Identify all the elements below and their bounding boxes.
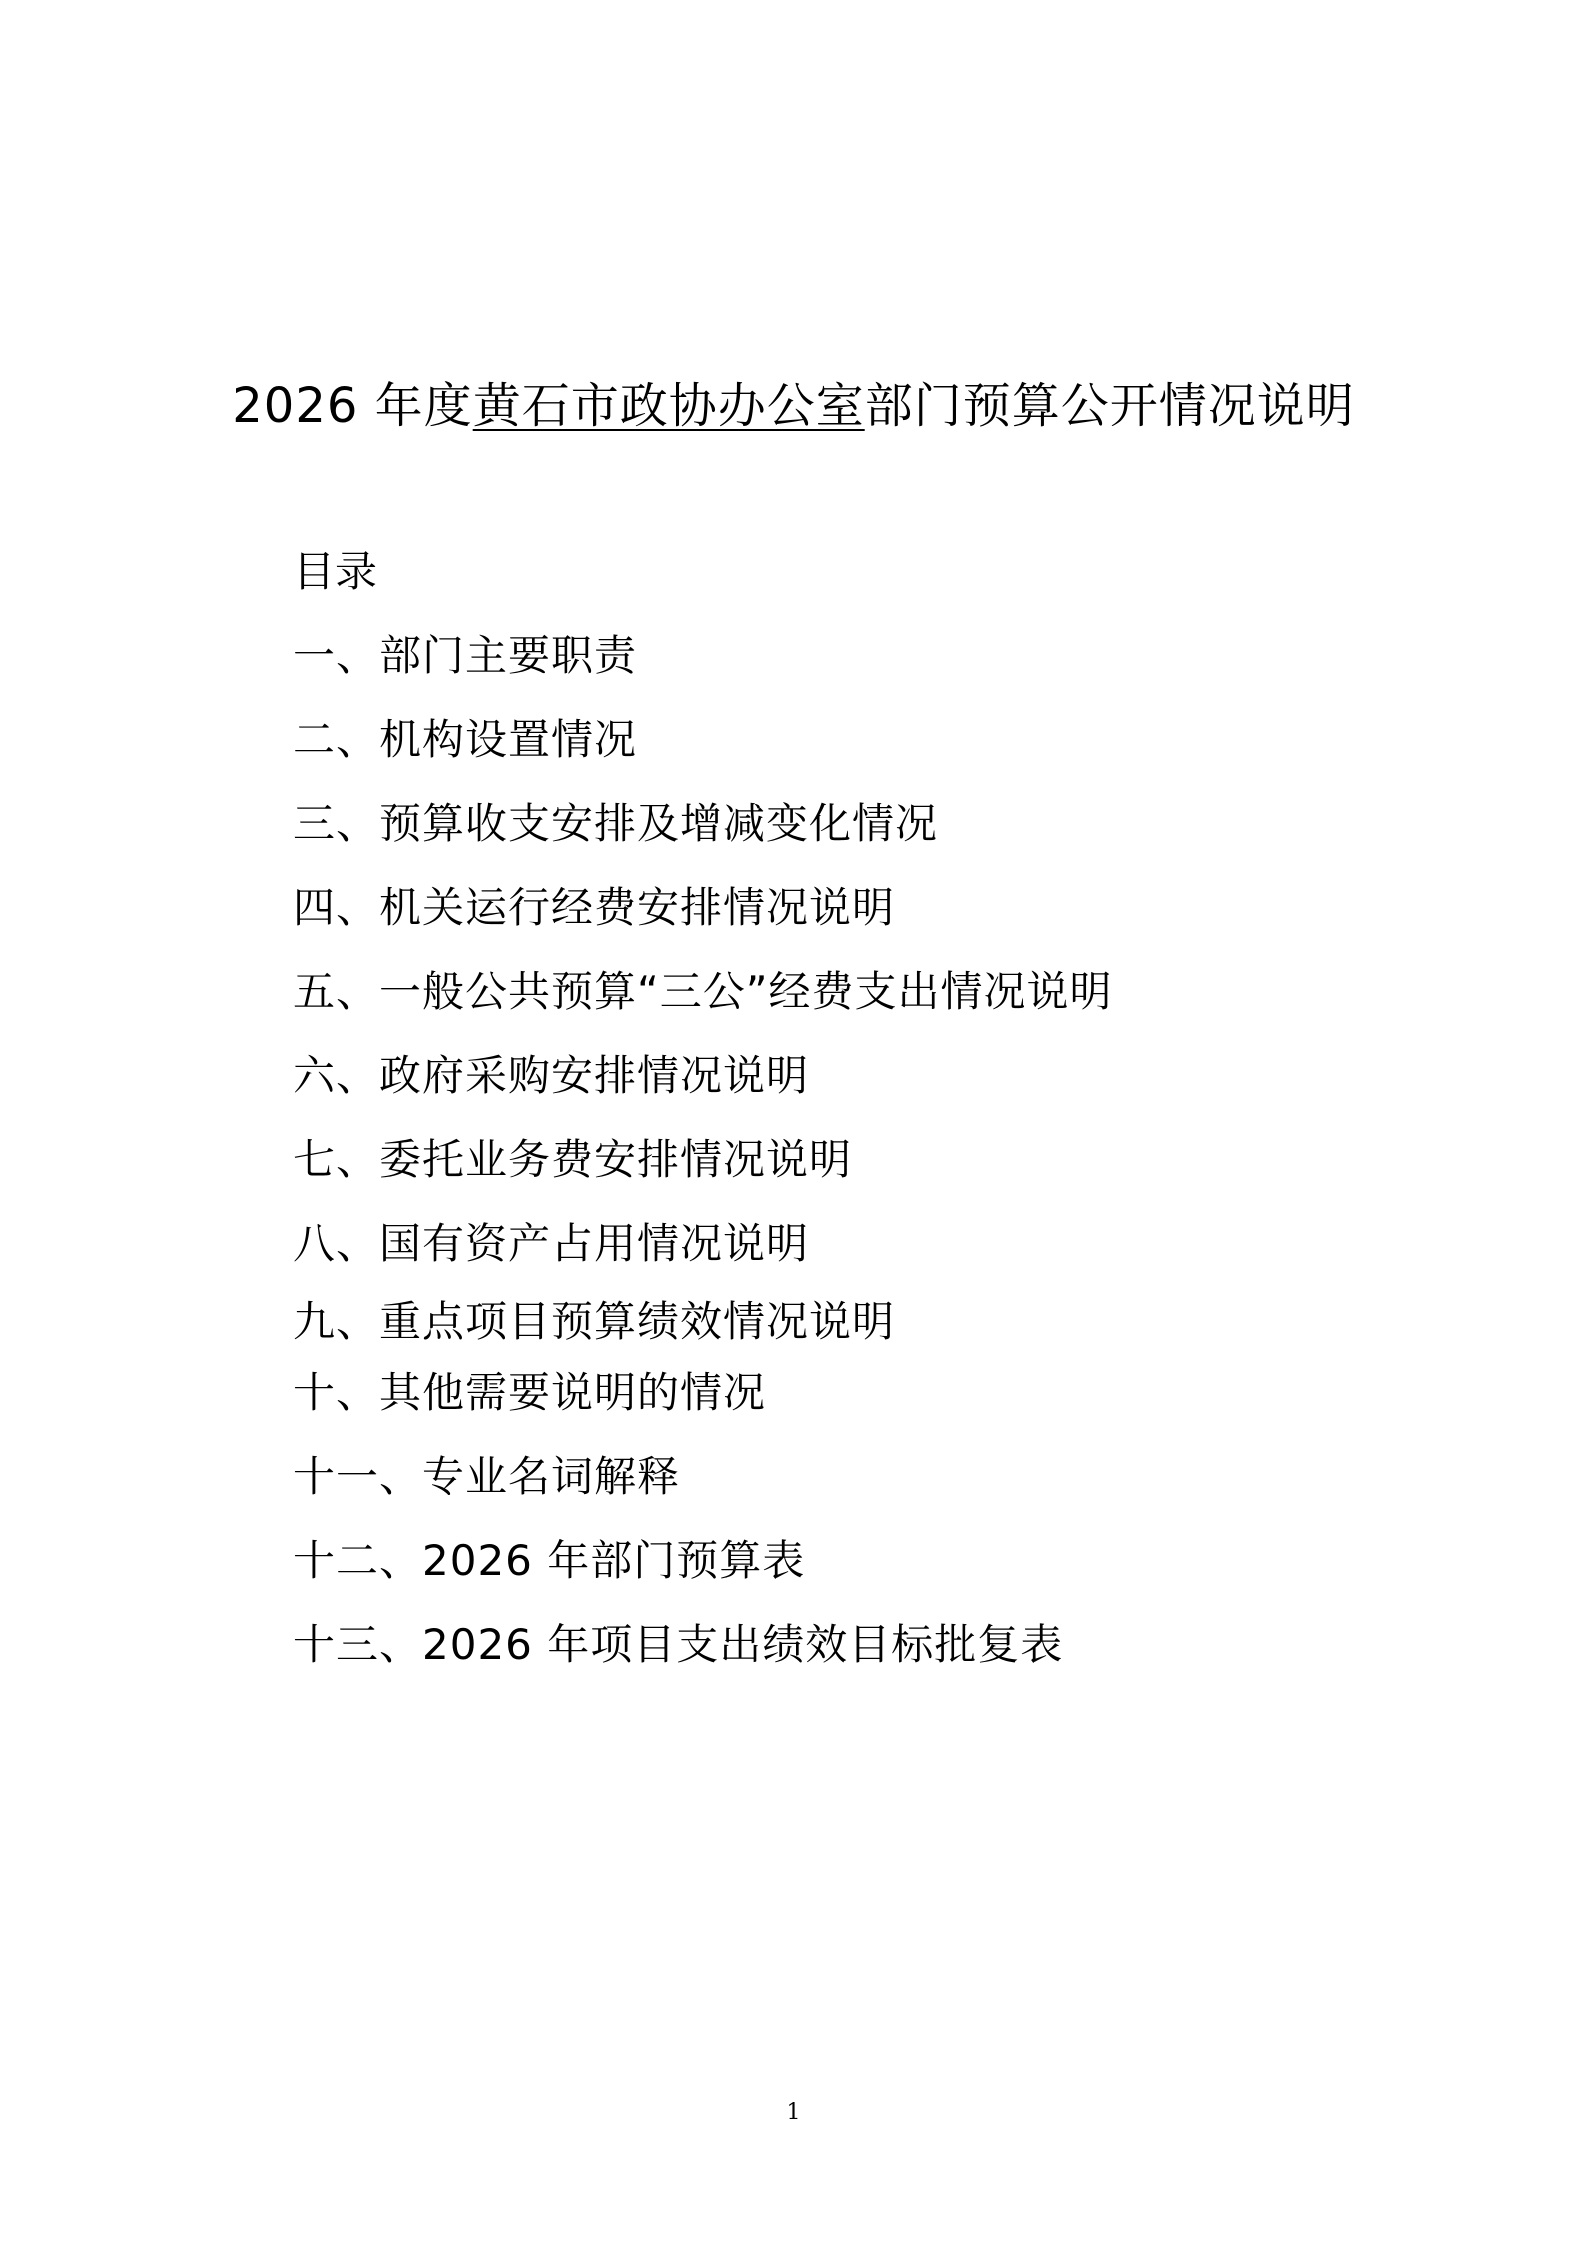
toc-item-12: 十二、2026 年部门预算表 — [293, 1536, 806, 1585]
toc-item-10: 十、其他需要说明的情况 — [293, 1368, 767, 1417]
title-year: 2026 年度 — [232, 378, 473, 434]
toc-item-11: 十一、专业名词解释 — [293, 1452, 681, 1501]
toc-item-1: 一、部门主要职责 — [293, 631, 638, 680]
toc-item-13: 十三、2026 年项目支出绩效目标批复表 — [293, 1620, 1064, 1669]
page-number: 1 — [786, 2100, 801, 2125]
document-title — [0, 370, 1587, 442]
toc-item-8: 八、国有资产占用情况说明 — [293, 1219, 810, 1268]
toc-item-5: 五、一般公共预算“三公”经费支出情况说明 — [293, 967, 1113, 1016]
toc-item-9: 九、重点项目预算绩效情况说明 — [293, 1297, 896, 1346]
toc-heading: 目录 — [293, 547, 378, 596]
toc-item-3: 三、预算收支安排及增减变化情况 — [293, 799, 939, 848]
title-unit-name: 黄石市政协办公室 — [472, 378, 865, 434]
toc-item-6: 六、政府采购安排情况说明 — [293, 1051, 810, 1100]
toc-item-7: 七、委托业务费安排情况说明 — [293, 1135, 853, 1184]
toc-item-4: 四、机关运行经费安排情况说明 — [293, 883, 896, 932]
toc-item-2: 二、机构设置情况 — [293, 715, 638, 764]
title-suffix: 部门预算公开情况说明 — [864, 378, 1355, 434]
